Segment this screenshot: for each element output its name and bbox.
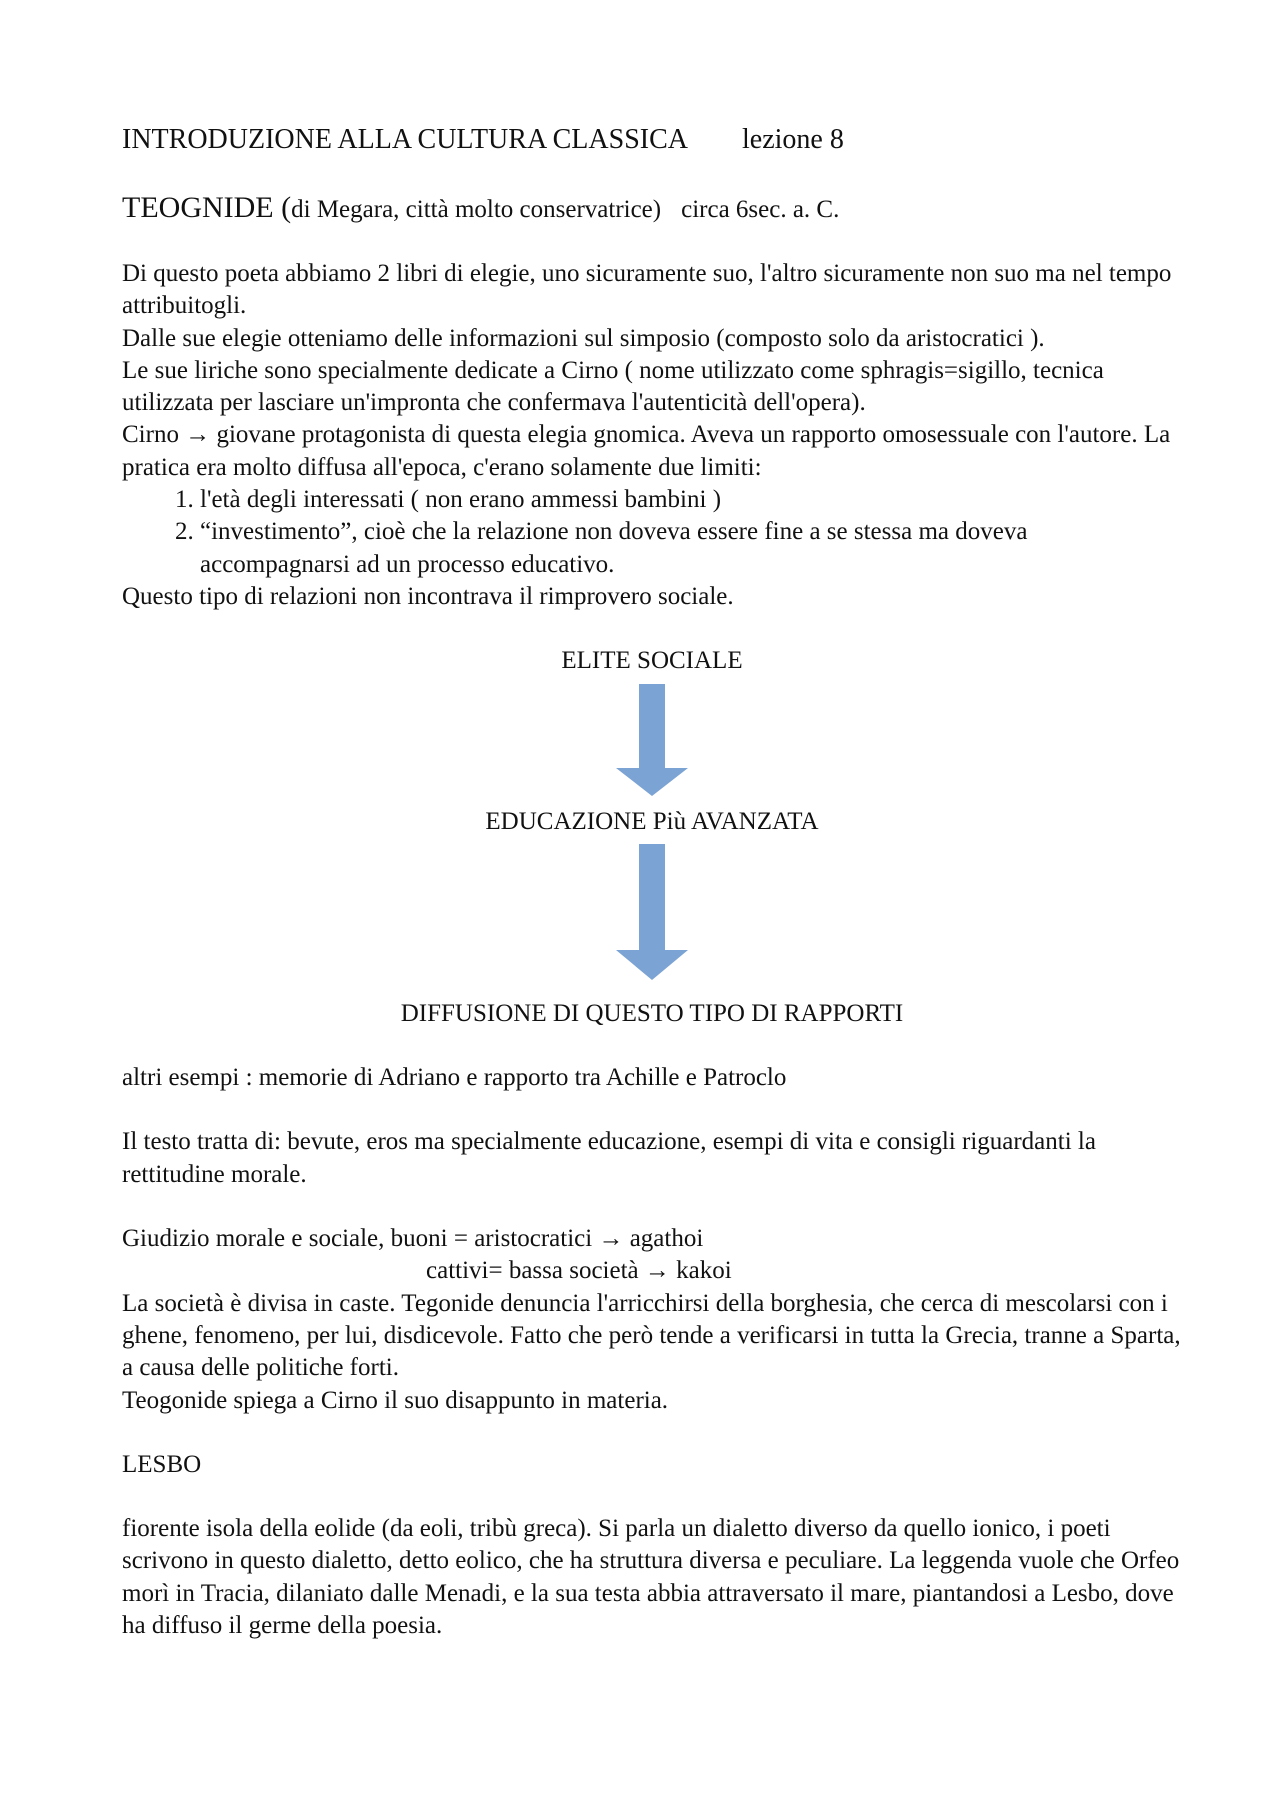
flow-step-elite: ELITE SOCIALE bbox=[561, 647, 743, 675]
list-item: 1. l'età degli interessati ( non erano ammessi bambini ) bbox=[200, 484, 1182, 516]
intro-paragraph: Le sue liriche sono specialmente dedicate a Cirno ( nome utilizzato come sphragis=sigillo, tecnica utilizzata per lasciare un'impronta che confermava l'autenticità dell'opera). bbox=[122, 356, 1104, 417]
document-body bbox=[122, 120, 1182, 1642]
intro-paragraph: Di questo poeta abbiamo 2 libri di elegie, uno sicuramente suo, l'altro sicuramente non suo ma nel tempo attribuitogli. bbox=[122, 260, 1172, 320]
section-heading-lesbo: LESBO bbox=[122, 1450, 202, 1478]
author-name: TEOGNIDE ( bbox=[122, 191, 292, 224]
society-paragraph: La società è divisa in caste. Tegonide denuncia l'arricchirsi della borghesia, che cerca di mescolarsi con i ghene, fenomeno, per lui, disdicevole. Fatto che però tende a verificarsi in tutta la Grecia, tranne a Sparta, a causa delle politiche forti. bbox=[122, 1289, 1181, 1382]
judgement-line-1: Giudizio morale e sociale, buoni = aristocratici → agathoi bbox=[122, 1225, 704, 1253]
lesbo-paragraph: fiorente isola della eolide (da eoli, tribù greca). Si parla un dialetto diverso da quello ionico, i poeti scrivono in questo dialetto, detto eolico, che ha struttura diversa e peculiare. La leggenda vuole che Orfeo morì in Tracia, dilaniato dalle Menadi, e la sua testa abbia attraversato il mare, piantandosi a Lesbo, dove ha diffuso il germe della poesia. bbox=[122, 1515, 1180, 1640]
topics-paragraph: Il testo tratta di: bevute, eros ma specialmente educazione, esempi di vita e consigli riguardanti la rettitudine morale. bbox=[122, 1128, 1096, 1188]
author-heading bbox=[122, 188, 1182, 230]
flow-step-education: EDUCAZIONE Più AVANZATA bbox=[485, 807, 819, 835]
flow-step-diffusion: DIFFUSIONE DI QUESTO TIPO DI RAPPORTI bbox=[400, 999, 904, 1027]
down-arrow-icon bbox=[612, 684, 692, 796]
lesson-number: lezione 8 bbox=[742, 124, 844, 155]
intro-paragraph: Cirno → giovane protagonista di questa elegia gnomica. Aveva un rapporto omosessuale con l'autore. La pratica era molto diffusa all'epoca, c'erano solamente due limiti: bbox=[122, 421, 1171, 481]
society-paragraph: Teogonide spiega a Cirno il suo disappunto in materia. bbox=[122, 1386, 669, 1414]
author-date: circa 6sec. a. C. bbox=[681, 196, 840, 223]
list-item: 2. “investimento”, cioè che la relazione non doveva essere fine a se stessa ma doveva accompagnarsi ad un processo educativo. bbox=[200, 516, 1182, 581]
limits-list bbox=[122, 484, 1182, 581]
course-title: INTRODUZIONE ALLA CULTURA CLASSICA bbox=[122, 124, 688, 155]
down-arrow-icon bbox=[612, 844, 692, 980]
intro-paragraph: Dalle sue elegie otteniamo delle informazioni sul simposio (composto solo da aristocratici ). bbox=[122, 324, 1045, 352]
flow-arrow-1 bbox=[122, 678, 1182, 806]
examples-line: altri esempi : memorie di Adriano e rapporto tra Achille e Patroclo bbox=[122, 1064, 787, 1092]
closing-line: Questo tipo di relazioni non incontrava il rimprovero sociale. bbox=[122, 582, 734, 610]
page-title bbox=[122, 120, 1182, 160]
flow-arrow-2 bbox=[122, 838, 1182, 998]
judgement-line-2: cattivi= bassa società → kakoi bbox=[426, 1257, 732, 1285]
author-detail: di Megara, città molto conservatrice) bbox=[291, 196, 662, 223]
flow-diagram bbox=[122, 645, 1182, 1030]
